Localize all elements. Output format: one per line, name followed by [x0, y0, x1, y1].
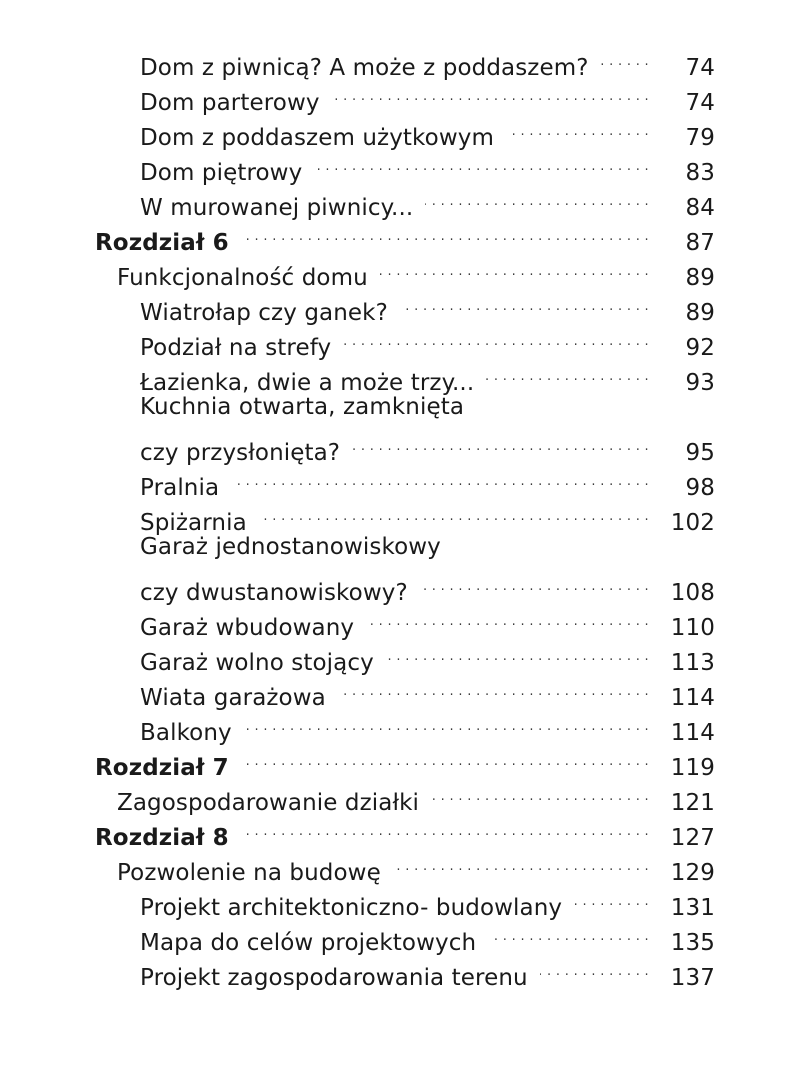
page-number: 102 — [670, 510, 715, 536]
dot-leader — [343, 320, 649, 355]
toc-entry-row — [95, 775, 715, 816]
dot-leader — [332, 75, 649, 110]
toc-entry-row — [95, 880, 715, 921]
toc-chapter-row — [95, 215, 715, 256]
page-number: 127 — [670, 825, 715, 851]
entry-title: Wiata garażowa — [140, 685, 326, 711]
page-number: 121 — [670, 790, 715, 816]
page-number: 110 — [670, 615, 715, 641]
dot-leader — [386, 635, 649, 670]
entry-title: Wiatrołap czy ganek? — [140, 300, 388, 326]
entry-title: W murowanej piwnicy... — [140, 195, 414, 221]
page-number: 135 — [670, 930, 715, 956]
toc-entry-row — [95, 530, 715, 565]
entry-title: Garaż wolno stojący — [140, 650, 374, 676]
page-number: 79 — [685, 125, 715, 151]
entry-title: Pozwolenie na budowę — [117, 860, 381, 886]
page-number: 84 — [685, 195, 715, 221]
dot-leader — [574, 880, 649, 915]
page-number: 108 — [670, 580, 715, 606]
page-number: 93 — [685, 370, 715, 396]
toc-entry-row — [95, 705, 715, 746]
dot-leader — [425, 180, 649, 215]
page-number: 83 — [685, 160, 715, 186]
page-number: 89 — [685, 300, 715, 326]
toc-chapter-row — [95, 810, 715, 851]
toc-chapter-row — [95, 740, 715, 781]
entry-title: Dom z piwnicą? A może z poddaszem? — [140, 55, 589, 81]
chapter-title: Rozdział 8 — [95, 825, 229, 851]
toc-entry-row — [95, 950, 715, 991]
entry-title: Projekt zagospodarowania terenu — [140, 965, 528, 991]
entry-title: Dom piętrowy — [140, 160, 303, 186]
entry-title: Pralnia — [140, 475, 220, 501]
dot-leader — [488, 915, 649, 950]
entry-title: Dom parterowy — [140, 90, 320, 116]
toc-entry-row — [95, 390, 715, 425]
entry-title: Dom z poddaszem użytkowym — [140, 125, 494, 151]
page-number: 98 — [685, 475, 715, 501]
dot-leader — [601, 40, 649, 75]
dot-leader — [431, 775, 649, 810]
entry-title: Projekt architektoniczno- budowlany — [140, 895, 563, 921]
entry-title: Garaż jednostanowiskowy — [140, 534, 441, 560]
toc-entry-row — [95, 250, 715, 291]
entry-title: Podział na strefy — [140, 335, 332, 361]
table-of-contents — [95, 40, 715, 991]
dot-leader — [393, 845, 649, 880]
page-number: 137 — [670, 965, 715, 991]
dot-leader — [259, 495, 649, 530]
toc-entry-row — [95, 285, 715, 326]
dot-leader — [366, 600, 649, 635]
dot-leader — [486, 355, 649, 390]
entry-title: Łazienka, dwie a może trzy... — [140, 370, 475, 396]
page-number: 95 — [685, 440, 715, 466]
dot-leader — [338, 670, 649, 705]
toc-entry-row — [95, 845, 715, 886]
dot-leader — [241, 810, 649, 845]
toc-entry-row — [95, 75, 715, 116]
entry-title: czy dwustanowiskowy? — [140, 580, 408, 606]
dot-leader — [540, 950, 649, 985]
dot-leader — [241, 215, 649, 250]
page-number: 92 — [685, 335, 715, 361]
page-number: 89 — [685, 265, 715, 291]
page-number: 119 — [670, 755, 715, 781]
entry-title: Zagospodarowanie działki — [117, 790, 420, 816]
toc-entry-row — [95, 355, 715, 396]
dot-leader — [352, 425, 649, 460]
toc-entry-row — [95, 915, 715, 956]
toc-entry-row — [95, 425, 715, 466]
page-number: 114 — [670, 685, 715, 711]
page-number: 114 — [670, 720, 715, 746]
dot-leader — [241, 740, 649, 775]
toc-entry-row — [95, 145, 715, 186]
dot-leader — [506, 110, 649, 145]
toc-entry-row — [95, 110, 715, 151]
dot-leader — [380, 250, 649, 285]
entry-title: Mapa do celów projektowych — [140, 930, 477, 956]
page-number: 129 — [670, 860, 715, 886]
toc-entry-row — [95, 565, 715, 606]
toc-entry-row — [95, 40, 715, 81]
page-number: 74 — [685, 55, 715, 81]
page-number: 74 — [685, 90, 715, 116]
dot-leader — [420, 565, 649, 600]
entry-title: Spiżarnia — [140, 510, 247, 536]
toc-entry-row — [95, 495, 715, 536]
page-number: 87 — [685, 230, 715, 256]
chapter-title: Rozdział 6 — [95, 230, 229, 256]
entry-title: Balkony — [140, 720, 232, 746]
toc-entry-row — [95, 670, 715, 711]
toc-entry-row — [95, 320, 715, 361]
dot-leader — [314, 145, 649, 180]
toc-entry-row — [95, 635, 715, 676]
chapter-title: Rozdział 7 — [95, 755, 229, 781]
page-number: 131 — [670, 895, 715, 921]
toc-entry-row — [95, 180, 715, 221]
entry-title: Kuchnia otwarta, zamknięta — [140, 394, 465, 420]
dot-leader — [231, 460, 649, 495]
entry-title: Funkcjonalność domu — [117, 265, 368, 291]
entry-title: Garaż wbudowany — [140, 615, 355, 641]
entry-title: czy przysłonięta? — [140, 440, 341, 466]
toc-entry-row — [95, 460, 715, 501]
dot-leader — [244, 705, 649, 740]
page-number: 113 — [670, 650, 715, 676]
toc-entry-row — [95, 600, 715, 641]
dot-leader — [400, 285, 649, 320]
